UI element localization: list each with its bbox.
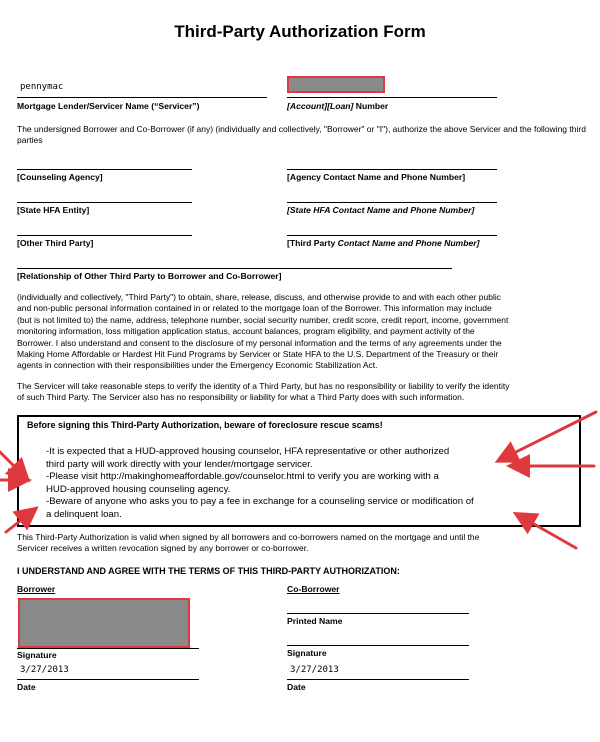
servicer-label: Mortgage Lender/Servicer Name (“Servicer”) (17, 101, 200, 111)
verification-paragraph (17, 381, 592, 404)
third-party-contact-part1: [Third Party (287, 238, 338, 248)
verify-line: The Servicer will take reasonable steps to verify the identity of a Third Party, but has no responsibility or liability to verify the identity (17, 381, 510, 391)
state-hfa-contact-line (287, 202, 497, 203)
state-hfa-label: [State HFA Entity] (17, 205, 90, 215)
agreement-heading: I UNDERSTAND AND AGREE WITH THE TERMS OF THIS THIRD-PARTY AUTHORIZATION: (17, 566, 400, 576)
warning-line: -Please visit http://makinghomeaffordable.gov/counselor.html to verify you are working with a (46, 471, 439, 483)
scam-warning-list (46, 446, 474, 522)
intro-paragraph: The undersigned Borrower and Co-Borrower (if any) (individually and collectively, "Borrower" or "I"), authorize the above Servicer and the following third parties (17, 124, 586, 146)
body-line: Borrower. I also understand and consent to the disclosure of my personal information and the terms of any agreements under the (17, 337, 502, 348)
printed-name-label: Printed Name (287, 616, 343, 626)
body-line: Making Home Affordable or Hardest Hit Fund Programs by Servicer or State HFA to the U.S. Department of the Treasury or their (17, 349, 499, 360)
counseling-agency-line (17, 169, 192, 170)
coborrower-signature-line (287, 645, 469, 646)
other-party-label: [Other Third Party] (17, 238, 94, 248)
body-line: and non-public personal information contained in or related to the mortgage loan of the Borrower. This information may include (17, 303, 492, 314)
account-label-number: Number (353, 101, 389, 111)
authorization-paragraph (17, 292, 592, 372)
coborrower-label: Co-Borrower (287, 584, 340, 594)
other-party-line (17, 235, 192, 236)
printed-name-line (287, 613, 469, 614)
agency-contact-label: [Agency Contact Name and Phone Number] (287, 172, 466, 182)
account-line (287, 97, 497, 98)
scam-warning-title: Before signing this Third-Party Authorization, beware of foreclosure rescue scams! (27, 420, 383, 430)
coborrower-date-label: Date (287, 682, 306, 692)
borrower-signature-redaction (18, 598, 190, 648)
borrower-date-label: Date (17, 682, 36, 692)
servicer-line (17, 97, 267, 98)
borrower-signature-label: Signature (17, 650, 57, 660)
body-line: (individually and collectively, "Third Party") to obtain, share, release, discuss, and otherwise provide to and with each other public (17, 292, 502, 302)
third-party-contact-part2: Contact Name and Phone Number] (337, 238, 480, 248)
state-hfa-contact-label: [State HFA Contact Name and Phone Number] (287, 205, 475, 215)
borrower-label: Borrower (17, 584, 56, 594)
account-label-account: [Account] (287, 101, 328, 111)
relationship-label: [Relationship of Other Third Party to Borrower and Co-Borrower] (17, 271, 282, 281)
borrower-date-value: 3/27/2013 (20, 665, 69, 675)
coborrower-date-value: 3/27/2013 (290, 665, 339, 675)
coborrower-signature-label: Signature (287, 648, 327, 658)
servicer-value: pennymac (20, 82, 64, 92)
body-line: agents in connection with their responsibilities under the Emergency Economic Stabilization Act. (17, 360, 378, 371)
valid-line: This Third-Party Authorization is valid when signed by all borrowers and co-borrowers named on the mortgage and until the (17, 532, 480, 542)
third-party-contact-line (287, 235, 497, 236)
account-redaction (287, 76, 385, 93)
warning-line: a delinquent loan. (46, 508, 122, 520)
agency-contact-line (287, 169, 497, 170)
warning-line: HUD-approved housing counseling agency. (46, 483, 231, 495)
body-line: (but is not limited to) the name, address, telephone number, social security number, credit score, credit report, income, government (17, 314, 509, 325)
body-line: monitoring information, loss mitigation application status, account balances, program eligibility, and payment activity of the (17, 326, 475, 337)
valid-line: Servicer receives a written revocation signed by any borrower or co-borrower. (17, 543, 309, 554)
borrower-date-line (17, 679, 199, 680)
account-label-loan: [Loan] (327, 101, 354, 111)
state-hfa-line (17, 202, 192, 203)
verify-line: of such Third Party. The Servicer also has no responsibility or liability for what a Third Party does with such information. (17, 392, 465, 403)
page-title: Third-Party Authorization Form (174, 22, 426, 41)
warning-line: -It is expected that a HUD-approved housing counselor, HFA representative or other authorized (46, 446, 450, 457)
account-label (287, 101, 388, 111)
borrower-signature-line (17, 648, 199, 649)
third-party-contact-label (287, 238, 479, 248)
relationship-line (17, 268, 452, 269)
validity-paragraph (17, 532, 592, 555)
counseling-agency-label: [Counseling Agency] (17, 172, 103, 182)
warning-line: -Beware of anyone who asks you to pay a fee in exchange for a counseling service or modification of (46, 496, 474, 508)
warning-line: third party will work directly with your lender/mortgage servicer. (46, 458, 313, 470)
coborrower-date-line (287, 679, 469, 680)
